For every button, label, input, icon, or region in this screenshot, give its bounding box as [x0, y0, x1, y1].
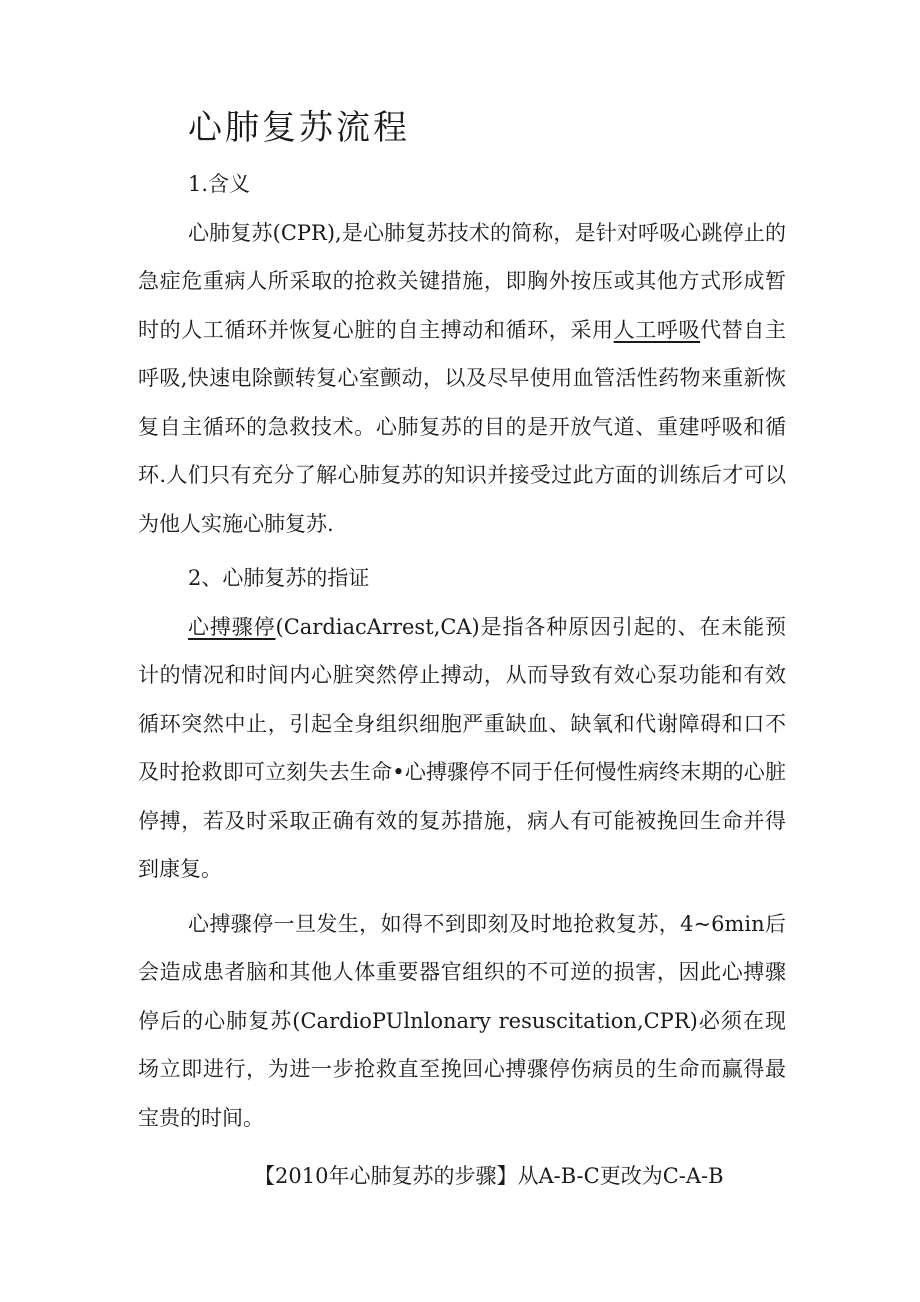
- paragraph-cardiac-arrest-text: (CardiacArrest,CA)是指各种原因引起的、在未能预计的情况和时间内心脏突然停止搏动，从而导致有效心泵功能和有效循环突然中止，引起全身组织细胞严重缺血、缺氧和代谢障碍和口不及时抢救即可立刻失去生命•心搏骤停不同于任何慢性病终末期的心脏停搏，若及时采取正确有效的复苏措施，病人有可能被挽回生命并得到康复。: [138, 614, 786, 881]
- section-heading-indications: 2、心肺复苏的指证: [188, 566, 370, 590]
- document-body: [138, 160, 786, 1201]
- paragraph-cardiac-arrest: [138, 603, 786, 894]
- paragraph-definition-text-2: 代替自主呼吸,快速电除颤转复心室颤动，以及尽早使用血管活性药物来重新恢复自主循环的急救技术。心肺复苏的目的是开放气道、重建呼吸和循环.人们只有充分了解心肺复苏的知识并接受过此方面的训练后才可以为他人实施心肺复苏.: [138, 317, 787, 536]
- section-heading-definition: 1.含义: [188, 172, 251, 196]
- steps-change-line: 【2010年心肺复苏的步骤】从A-B-C更改为C-A-B: [254, 1164, 724, 1188]
- page-title: 心肺复苏流程: [188, 108, 410, 148]
- paragraph-definition: [138, 209, 786, 549]
- paragraph-definition-text-1: 心肺复苏(CPR),是心肺复苏技术的简称，是针对呼吸心跳停止的急症危重病人所采取的抢救关键措施，即胸外按压或其他方式形成暂时的人工循环并恢复心脏的自主搏动和循环，采用: [138, 220, 786, 342]
- link-artificial-respiration[interactable]: 人工呼吸: [613, 317, 701, 342]
- paragraph-time-window: 心搏骤停一旦发生，如得不到即刻及时地抢救复苏，4~6min后会造成患者脑和其他人体重要器官组织的不可逆的损害，因此心搏骤停后的心肺复苏(CardioPUlnlonary resuscitation,CPR)必须在现场立即进行，为进一步抢救直至挽回心搏骤停伤病员的生命而赢得最宝贵的时间。: [138, 911, 786, 1130]
- link-cardiac-arrest[interactable]: 心搏骤停: [188, 614, 276, 639]
